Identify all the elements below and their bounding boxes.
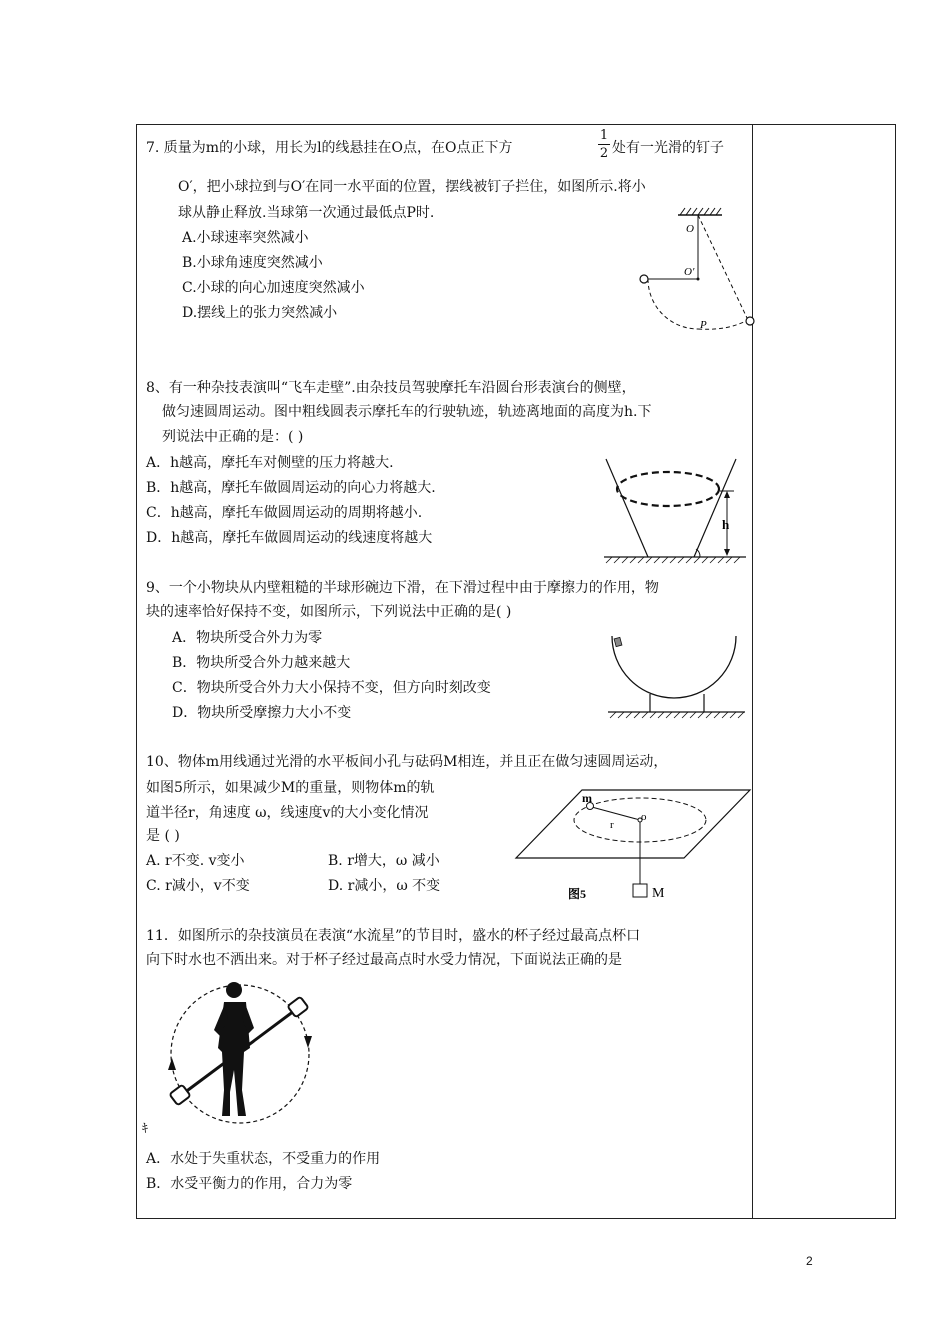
q10-line1: 10、物体m用线通过光滑的水平板间小孔与砝码M相连，并且正在做匀速圆周运动，	[146, 754, 668, 770]
q10-label-m: m	[582, 791, 592, 805]
q11-line1: 11．如图所示的杂技演员在表演“水流星”的节目时，盛水的杯子经过最高点杯口	[146, 928, 641, 944]
q10-label-M: M	[652, 886, 665, 901]
q8-line3: 列说法中正确的是：( )	[162, 429, 304, 445]
q7-option-c: C.小球的向心加速度突然减小	[182, 280, 365, 296]
q11-option-b: B．水受平衡力的作用，合力为零	[146, 1176, 353, 1192]
q9-bowl-figure	[604, 632, 749, 722]
q8-option-a: A．h越高，摩托车对侧壁的压力将越大.	[146, 455, 394, 471]
page-number: 2	[806, 1254, 813, 1268]
q10-label-r: r	[610, 819, 614, 831]
q10-option-a: A. r不变. v变小	[146, 853, 245, 869]
q9-option-b: B．物块所受合外力越来越大	[172, 655, 351, 671]
q8-line2: 做匀速圆周运动。图中粗线圆表示摩托车的行驶轨迹，轨迹离地面的高度为h.下	[162, 404, 652, 420]
q8-option-b: B．h越高，摩托车做圆周运动的向心力将越大.	[146, 480, 436, 496]
q8-cone-figure	[598, 453, 748, 571]
q10-option-b: B. r增大，ω 减小	[328, 853, 440, 869]
q9-option-c: C．物块所受合外力大小保持不变，但方向时刻改变	[172, 680, 491, 696]
q8-label-h: h	[722, 517, 730, 532]
q11-stray-mark: ｷ	[142, 1121, 149, 1135]
q8-option-c: C．h越高，摩托车做圆周运动的周期将越小.	[146, 505, 423, 521]
q7-label-o-prime: O′	[684, 266, 695, 278]
q7-line3: 球从静止释放.当球第一次通过最低点P时.	[178, 205, 435, 221]
q7-option-d: D.摆线上的张力突然减小	[182, 305, 338, 321]
q10-line4: 是 ( )	[146, 828, 180, 844]
q9-option-a: A．物块所受合外力为零	[172, 630, 323, 646]
q7-label-p: P	[700, 319, 707, 331]
q7-pendulum-figure	[632, 205, 757, 345]
q7-frac-den: 2	[599, 146, 609, 161]
q10-caption: 图5	[568, 887, 587, 901]
q9-option-d: D．物块所受摩擦力大小不变	[172, 705, 352, 721]
q7-label-o: O	[686, 223, 694, 235]
q10-option-d: D. r减小，ω 不变	[328, 878, 441, 894]
q7-line1-end: 处有一光滑的钉子	[612, 140, 724, 156]
q10-line2: 如图5所示，如果减少M的重量，则物体m的轨	[146, 780, 435, 796]
q7-fraction	[598, 128, 610, 161]
q11-option-a: A．水处于失重状态，不受重力的作用	[146, 1151, 381, 1167]
q11-line2: 向下时水也不洒出来。对于杯子经过最高点时水受力情况，下面说法正确的是	[146, 952, 622, 968]
q11-water-star-figure	[150, 978, 330, 1128]
q7-option-a: A.小球速率突然减小	[182, 230, 309, 246]
q7-line2: O′，把小球拉到与O′在同一水平面的位置，摆线被钉子拦住，如图所示.将小	[178, 179, 646, 195]
q7-frac-num: 1	[599, 128, 609, 143]
q10-plate-figure	[512, 784, 752, 902]
q9-line2: 块的速率恰好保持不变，如图所示，下列说法中正确的是( )	[146, 604, 512, 620]
q7-line1: 7. 质量为m的小球，用长为l的线悬挂在O点，在O点正下方	[146, 140, 513, 156]
q10-line3: 道半径r，角速度 ω，线速度v的大小变化情况	[146, 805, 429, 821]
q10-label-o: o	[641, 811, 647, 823]
q7-option-b: B.小球角速度突然减小	[182, 255, 323, 271]
q8-line1: 8、有一种杂技表演叫“飞车走壁”.由杂技员驾驶摩托车沿圆台形表演台的侧壁，	[146, 380, 636, 396]
q10-option-c: C. r减小，v不变	[146, 878, 250, 894]
q8-option-d: D．h越高，摩托车做圆周运动的线速度将越大	[146, 530, 433, 546]
q9-line1: 9、一个小物块从内壁粗糙的半球形碗边下滑，在下滑过程中由于摩擦力的作用，物	[146, 580, 659, 596]
